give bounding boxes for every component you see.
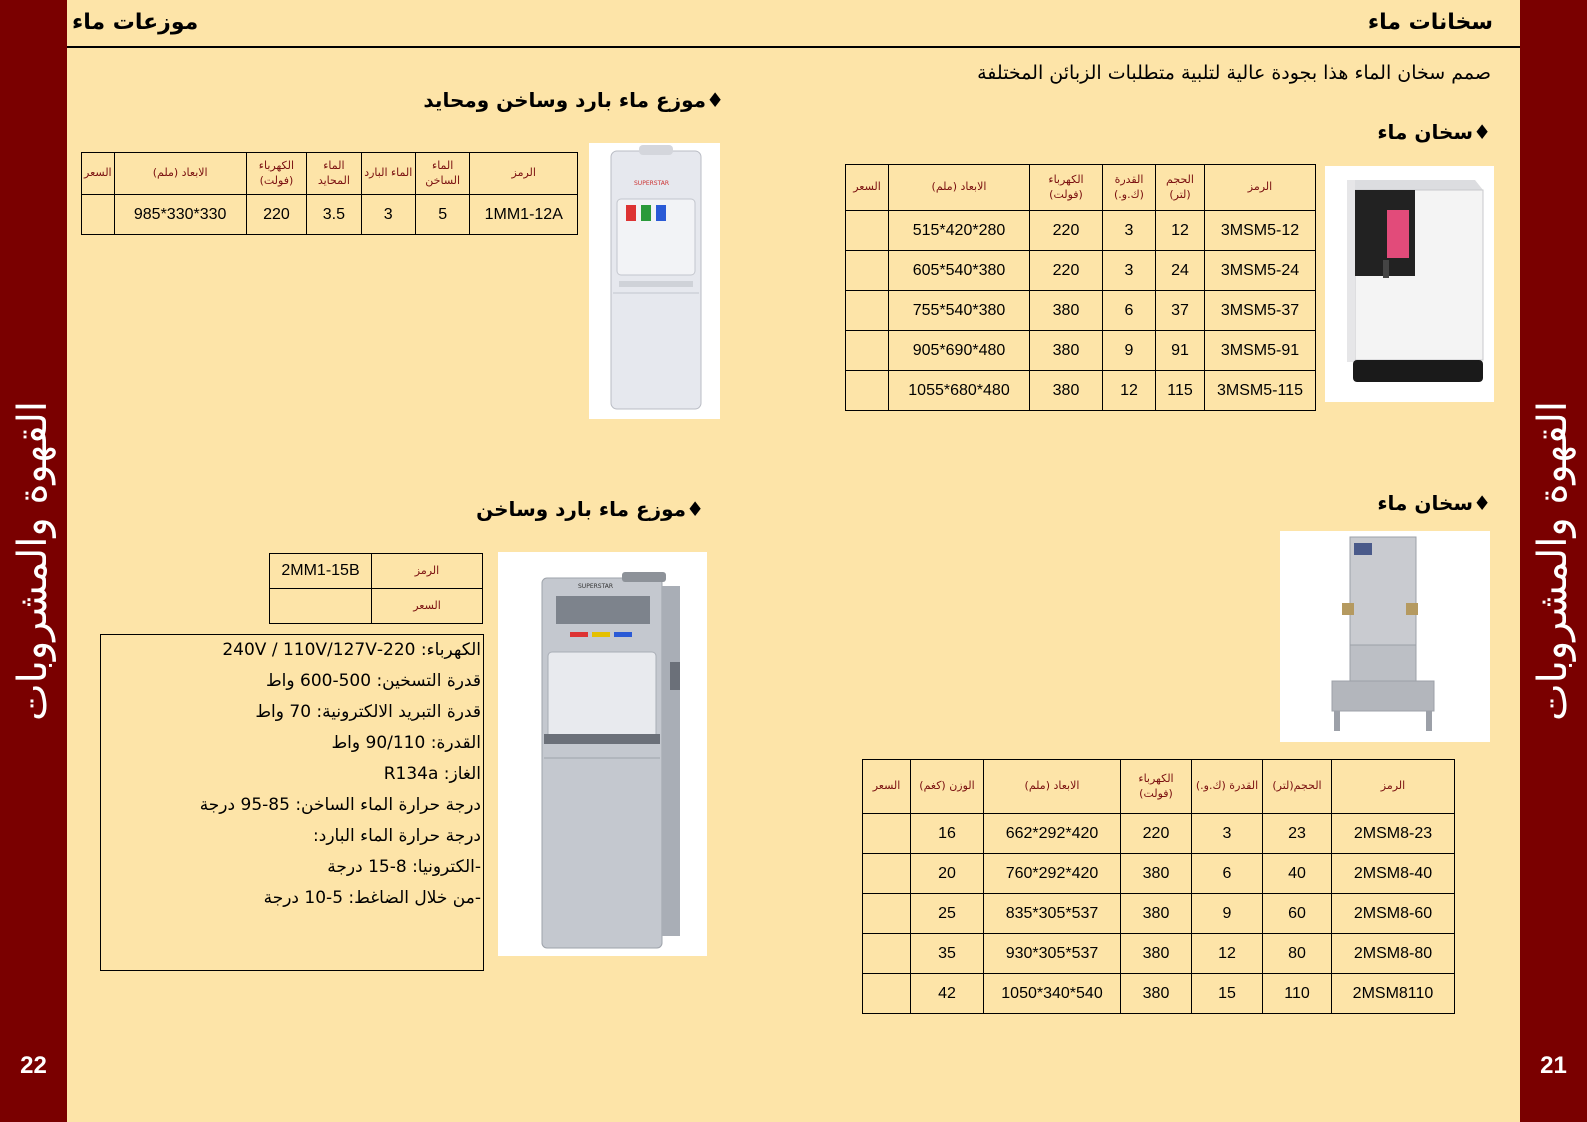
table-header: الرمز <box>1332 760 1455 814</box>
table-header: الرمز <box>1205 165 1316 211</box>
table-cell <box>863 814 911 854</box>
price-value <box>270 589 372 624</box>
table-cell: 220 <box>1030 251 1103 291</box>
table-row <box>846 371 1316 411</box>
right-side-title: القهوة والمشروبات <box>1530 400 1577 722</box>
table-cell: 420*292*662 <box>984 814 1121 854</box>
table-cell: 330*330*985 <box>114 195 246 235</box>
table-cell: 3 <box>361 195 415 235</box>
table-header: الكهرباء (فولت) <box>1121 760 1192 814</box>
table-cell: 2MSM8110 <box>1332 974 1455 1014</box>
table-cell: 3 <box>1103 211 1156 251</box>
table-header: الكهرباء (فولت) <box>1030 165 1103 211</box>
table-cell: 115 <box>1156 371 1205 411</box>
table-cell: 12 <box>1192 934 1263 974</box>
dispenser1-logo: SUPERSTAR <box>634 180 670 187</box>
table-cell: 6 <box>1103 291 1156 331</box>
table-cell: 12 <box>1156 211 1205 251</box>
table-header: الرمز <box>470 153 578 195</box>
table-cell: 80 <box>1263 934 1332 974</box>
table-cell: 3MSM5-91 <box>1205 331 1316 371</box>
table-cell: 24 <box>1156 251 1205 291</box>
code-value: 2MM1-15B <box>270 554 372 589</box>
right-page-number: 21 <box>1540 1052 1567 1079</box>
table-cell: 3MSM5-37 <box>1205 291 1316 331</box>
dispenser1-title: ♦موزع ماء بارد وساخن ومحايد <box>423 88 724 112</box>
table-cell: 540*340*1050 <box>984 974 1121 1014</box>
heater2-title: ♦سخان ماء <box>1377 491 1491 515</box>
spec-line: قدرة التبريد الالكترونية: 70 واط <box>255 702 481 722</box>
code-label: الرمز <box>372 554 483 589</box>
table-cell: 380 <box>1121 894 1192 934</box>
table-cell: 16 <box>911 814 984 854</box>
table-header: الوزن (كغم) <box>911 760 984 814</box>
table-cell: 60 <box>1263 894 1332 934</box>
table-header: السعر <box>863 760 911 814</box>
table-cell: 2MSM8-60 <box>1332 894 1455 934</box>
table-cell <box>863 934 911 974</box>
spec-line: القدرة: 90/110 واط <box>331 733 481 753</box>
dispenser2-spec-box <box>100 634 484 971</box>
table-cell: 380 <box>1030 291 1103 331</box>
table-cell: 15 <box>1192 974 1263 1014</box>
table-cell: 537*305*835 <box>984 894 1121 934</box>
heater2-table <box>862 759 1455 1014</box>
table-cell: 380 <box>1121 934 1192 974</box>
table-header: الابعاد (ملم) <box>984 760 1121 814</box>
spec-line: درجة حرارة الماء الساخن: 85-95 درجة <box>199 795 481 815</box>
table-row <box>863 974 1455 1014</box>
table-header: الماء البارد <box>361 153 415 195</box>
right-intro-text: صمم سخان الماء هذا بجودة عالية لتلبية متطلبات الزبائن المختلفة <box>977 62 1491 84</box>
table-row <box>846 291 1316 331</box>
table-cell: 280*420*515 <box>889 211 1030 251</box>
table-header: السعر <box>82 153 115 195</box>
table-header: الابعاد (ملم) <box>889 165 1030 211</box>
table-row <box>863 814 1455 854</box>
table-cell: 420*292*760 <box>984 854 1121 894</box>
dispenser2-logo: SUPERSTAR <box>578 583 614 590</box>
table-header: الماء الساخن <box>415 153 470 195</box>
table-header: القدرة (ك.و.) <box>1192 760 1263 814</box>
table-header: الحجم(لتر) <box>1263 760 1332 814</box>
dispenser2-image <box>498 552 707 956</box>
left-side-title: القهوة والمشروبات <box>10 400 57 722</box>
table-cell: 2MSM8-23 <box>1332 814 1455 854</box>
table-cell <box>846 211 889 251</box>
table-header: الابعاد (ملم) <box>114 153 246 195</box>
table-cell: 2MSM8-40 <box>1332 854 1455 894</box>
table-cell: 220 <box>1030 211 1103 251</box>
table-cell: 220 <box>246 195 306 235</box>
spec-line: -الكترونيا: 8-15 درجة <box>327 857 481 877</box>
table-cell: 3MSM5-24 <box>1205 251 1316 291</box>
table-header: الكهرباء (فولت) <box>246 153 306 195</box>
table-cell <box>863 974 911 1014</box>
spec-line: -من خلال الضاغط: 5-10 درجة <box>263 888 481 908</box>
dispenser2-code-table <box>269 553 483 624</box>
heater1-image <box>1325 166 1494 402</box>
table-cell <box>863 854 911 894</box>
table-cell: 380*540*605 <box>889 251 1030 291</box>
heater2-image <box>1280 531 1490 742</box>
table-row <box>863 894 1455 934</box>
table-cell: 9 <box>1103 331 1156 371</box>
table-cell: 3.5 <box>307 195 362 235</box>
table-row <box>863 934 1455 974</box>
table-cell: 12 <box>1103 371 1156 411</box>
table-cell: 380*540*755 <box>889 291 1030 331</box>
table-row <box>846 251 1316 291</box>
table-cell <box>846 251 889 291</box>
table-cell: 3MSM5-12 <box>1205 211 1316 251</box>
spec-line: الكهرباء: 220-240V / 110V/127V <box>222 640 481 660</box>
table-cell: 6 <box>1192 854 1263 894</box>
table-header: الحجم (لتر) <box>1156 165 1205 211</box>
table-row <box>863 854 1455 894</box>
heater1-table <box>845 164 1316 411</box>
table-cell: 480*680*1055 <box>889 371 1030 411</box>
table-cell: 25 <box>911 894 984 934</box>
table-cell: 23 <box>1263 814 1332 854</box>
heater1-title: ♦سخان ماء <box>1377 120 1491 144</box>
table-cell <box>82 195 115 235</box>
table-cell: 35 <box>911 934 984 974</box>
table-cell <box>846 291 889 331</box>
table-cell: 537*305*930 <box>984 934 1121 974</box>
left-page-number: 22 <box>20 1052 47 1079</box>
table-cell: 20 <box>911 854 984 894</box>
right-header-rule <box>827 46 1520 48</box>
table-cell: 5 <box>415 195 470 235</box>
left-page-header: موزعات ماء <box>72 10 199 35</box>
table-cell <box>863 894 911 934</box>
table-cell: 480*690*905 <box>889 331 1030 371</box>
table-row <box>846 331 1316 371</box>
dispenser1-table <box>81 152 578 235</box>
table-cell: 380 <box>1121 854 1192 894</box>
table-cell: 3 <box>1192 814 1263 854</box>
dispenser1-image <box>589 143 720 419</box>
table-cell: 91 <box>1156 331 1205 371</box>
table-row <box>846 211 1316 251</box>
table-cell: 380 <box>1121 974 1192 1014</box>
table-cell: 220 <box>1121 814 1192 854</box>
table-cell <box>846 331 889 371</box>
table-header: القدرة (ك.و.) <box>1103 165 1156 211</box>
table-cell: 2MSM8-80 <box>1332 934 1455 974</box>
price-label: السعر <box>372 589 483 624</box>
table-cell: 3 <box>1103 251 1156 291</box>
spec-line: الغاز: R134a <box>383 764 481 784</box>
spec-line: درجة حرارة الماء البارد: <box>313 826 481 846</box>
table-header: الماء المحايد <box>307 153 362 195</box>
table-cell: 9 <box>1192 894 1263 934</box>
table-cell: 380 <box>1030 371 1103 411</box>
table-cell: 380 <box>1030 331 1103 371</box>
right-page-header: سخانات ماء <box>1367 10 1493 35</box>
table-cell: 110 <box>1263 974 1332 1014</box>
table-cell: 42 <box>911 974 984 1014</box>
spec-line: قدرة التسخين: 500-600 واط <box>265 671 481 691</box>
dispenser2-title: ♦موزع ماء بارد وساخن <box>476 497 704 521</box>
table-cell: 40 <box>1263 854 1332 894</box>
table-cell: 37 <box>1156 291 1205 331</box>
table-header: السعر <box>846 165 889 211</box>
table-cell: 1MM1-12A <box>470 195 578 235</box>
table-cell: 3MSM5-115 <box>1205 371 1316 411</box>
left-header-rule <box>67 46 827 48</box>
table-cell <box>846 371 889 411</box>
